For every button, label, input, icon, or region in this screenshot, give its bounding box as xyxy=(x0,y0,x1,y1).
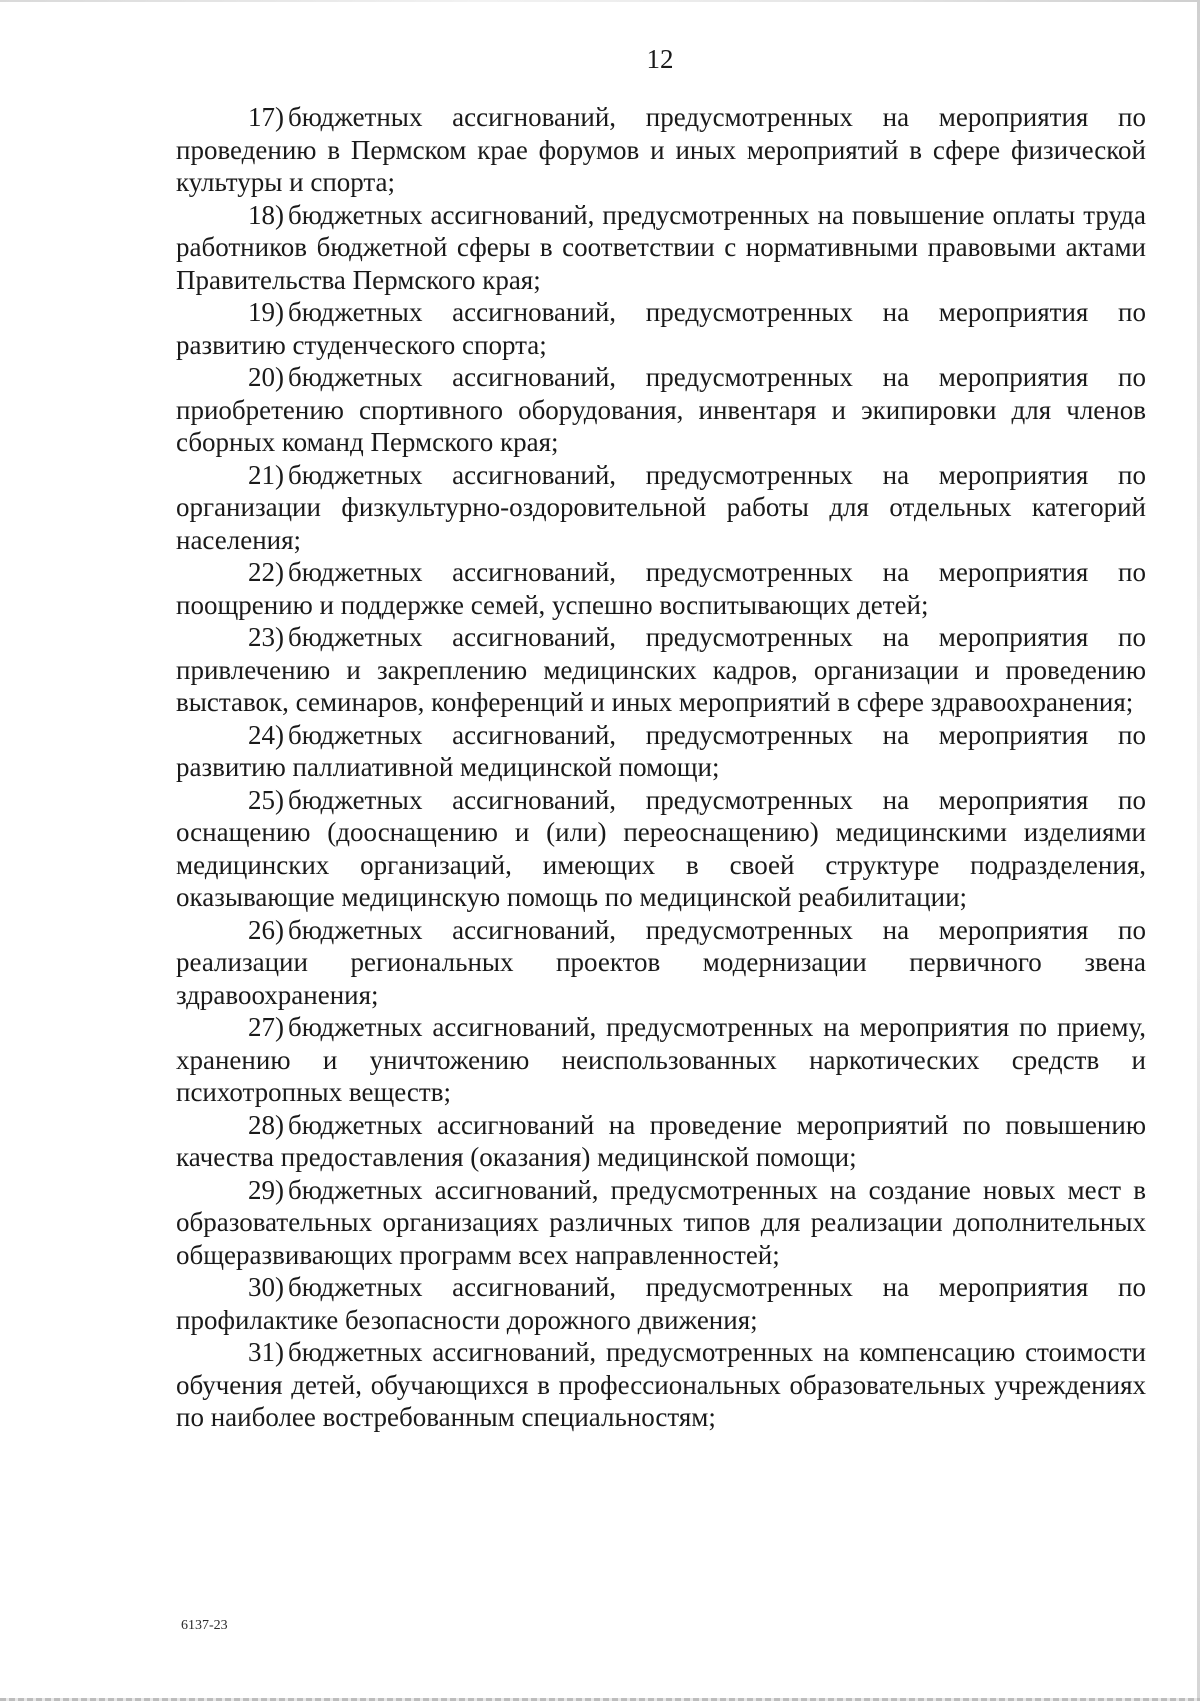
page-number: 12 xyxy=(646,44,674,74)
item-number: 18) xyxy=(248,199,284,230)
item-text: бюджетных ассигнований, предусмотренных на мероприятия по развитию паллиативной медицинской помощи; xyxy=(176,719,1146,782)
item-number: 21) xyxy=(248,459,284,490)
item-text: бюджетных ассигнований, предусмотренных на повышение оплаты труда работников бюджетной сферы в соответствии с нормативными правовыми актами Правительства Пермского края; xyxy=(176,199,1146,295)
item-text: бюджетных ассигнований, предусмотренных на мероприятия по поощрению и поддержке семей, успешно воспитывающих детей; xyxy=(176,557,1146,620)
list-item xyxy=(176,296,1146,361)
item-number: 26) xyxy=(248,914,284,945)
list-item xyxy=(176,459,1146,557)
document-body xyxy=(176,101,1146,1434)
item-text: бюджетных ассигнований, предусмотренных на мероприятия по развитию студенческого спорта; xyxy=(176,297,1146,360)
list-item xyxy=(176,784,1146,914)
item-number: 23) xyxy=(248,622,284,652)
list-item xyxy=(176,361,1146,459)
list-item xyxy=(176,101,1146,199)
item-number: 31) xyxy=(248,1337,284,1367)
item-text: бюджетных ассигнований, предусмотренных на компенсацию стоимости обучения детей, обучающихся в профессиональных образовательных учреждениях по наиболее востребованным специальностям; xyxy=(176,1337,1146,1432)
item-number: 20) xyxy=(248,362,284,392)
item-number: 25) xyxy=(248,784,284,815)
list-item xyxy=(176,556,1146,621)
item-text: бюджетных ассигнований, предусмотренных на мероприятия по организации физкультурно-оздоровительной работы для отдельных категорий населения; xyxy=(176,459,1146,555)
list-item xyxy=(176,1109,1146,1174)
item-number: 29) xyxy=(248,1174,284,1205)
item-text: бюджетных ассигнований, предусмотренных на мероприятия по приему, хранению и уничтожению неиспользованных наркотических средств и психотропных веществ; xyxy=(176,1012,1146,1107)
item-text: бюджетных ассигнований, предусмотренных на мероприятия по реализации региональных проектов модернизации первичного звена здравоохранения; xyxy=(176,914,1146,1010)
item-number: 28) xyxy=(248,1109,284,1140)
item-text: бюджетных ассигнований, предусмотренных на мероприятия по профилактике безопасности дорожного движения; xyxy=(176,1272,1146,1335)
list-item xyxy=(176,199,1146,297)
list-item xyxy=(176,621,1146,719)
list-item xyxy=(176,1011,1146,1109)
list-item xyxy=(176,719,1146,784)
item-number: 22) xyxy=(248,557,284,587)
item-number: 30) xyxy=(248,1272,284,1302)
item-number: 27) xyxy=(248,1012,284,1042)
item-number: 17) xyxy=(248,102,284,132)
item-text: бюджетных ассигнований, предусмотренных на мероприятия по приобретению спортивного оборудования, инвентаря и экипировки для членов сборных команд Пермского края; xyxy=(176,362,1146,457)
item-number: 24) xyxy=(248,719,284,750)
item-text: бюджетных ассигнований на проведение мероприятий по повышению качества предоставления (оказания) медицинской помощи; xyxy=(176,1109,1146,1172)
item-text: бюджетных ассигнований, предусмотренных на создание новых мест в образовательных организациях различных типов для реализации дополнительных общеразвивающих программ всех направленностей; xyxy=(176,1174,1146,1270)
list-item xyxy=(176,1336,1146,1434)
item-text: бюджетных ассигнований, предусмотренных на мероприятия по привлечению и закреплению медицинских кадров, организации и проведению выставок, семинаров, конференций и иных мероприятий в сфере здравоохранения; xyxy=(176,622,1146,717)
document-code: 6137-23 xyxy=(181,1618,228,1633)
item-number: 19) xyxy=(248,297,284,327)
scan-edge-top xyxy=(0,0,1200,2)
list-item xyxy=(176,914,1146,1012)
item-text: бюджетных ассигнований, предусмотренных на мероприятия по оснащению (дооснащению и (или) переоснащению) медицинскими изделиями медицинских организаций, имеющих в своей структуре подразделения, оказывающие медицинскую помощь по медицинской реабилитации; xyxy=(176,784,1146,912)
list-item xyxy=(176,1174,1146,1272)
item-text: бюджетных ассигнований, предусмотренных на мероприятия по проведению в Пермском крае форумов и иных мероприятий в сфере физической культуры и спорта; xyxy=(176,102,1146,197)
list-item xyxy=(176,1271,1146,1336)
